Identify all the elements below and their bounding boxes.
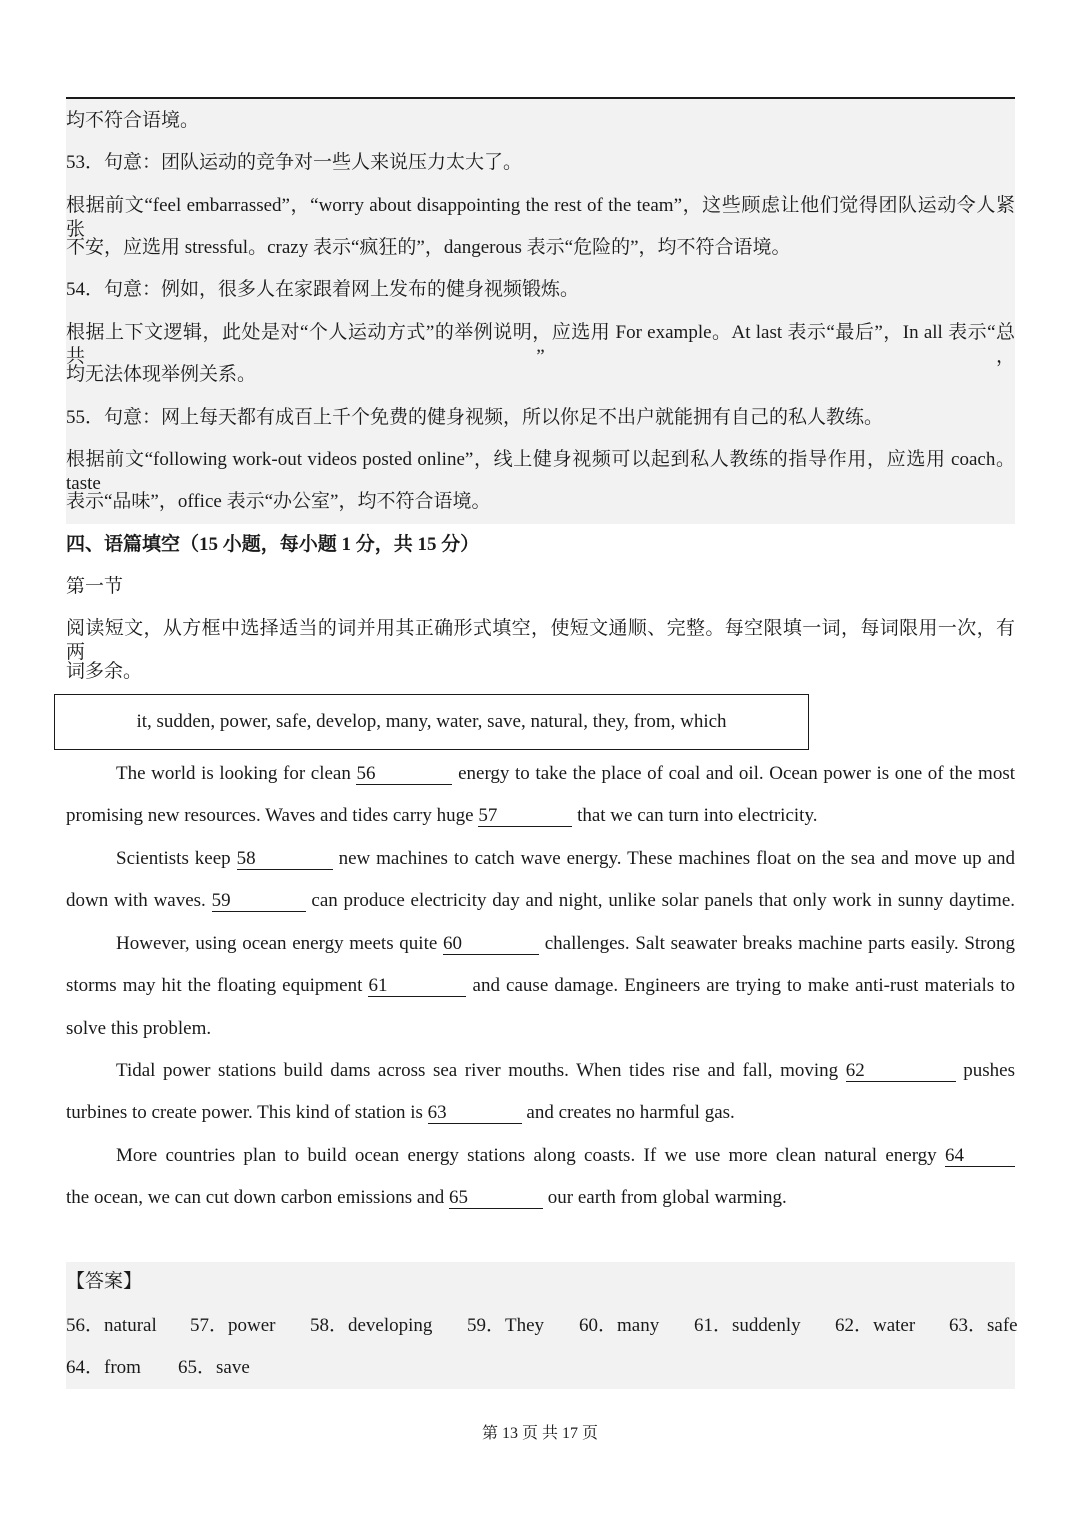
passage-text: and cause damage. Engineers are trying to make anti-rust materials to <box>472 975 1016 996</box>
section-subheading: 第一节 <box>66 576 124 597</box>
passage-text: storms may hit the floating equipment <box>66 975 363 996</box>
word-box-text: it, sudden, power, safe, develop, many, water, save, natural, they, from, which <box>136 711 727 732</box>
passage-text: More countries plan to build ocean energy stations along coasts. If we use more clean natural energy <box>116 1145 937 1166</box>
passage-line <box>66 889 1015 913</box>
passage-text: down with waves. <box>66 890 206 911</box>
blank-60: 60 <box>443 934 539 955</box>
passage-line <box>66 1101 1015 1125</box>
blank-62: 62 <box>846 1061 956 1082</box>
passage-text: turbines to create power. This kind of station is <box>66 1102 423 1123</box>
answer-item: 61．suddenly <box>694 1315 801 1336</box>
passage-text: challenges. Salt seawater breaks machine parts easily. Strong <box>544 933 1016 954</box>
explanation-line: 54．句意：例如，很多人在家跟着网上发布的健身视频锻炼。 <box>66 279 580 300</box>
passage-text: energy to take the place of coal and oil. Ocean power is one of the most <box>458 763 1015 784</box>
passage-line <box>66 1186 1015 1210</box>
page-footer: 第 13 页 共 17 页 <box>481 1425 598 1442</box>
answer-item: 59．They <box>467 1315 545 1336</box>
explanation-line: 根据前文“feel embarrassed”，“worry about disappointing the rest of the team”，这些顾虑让他们觉得团队运动令人紧张 <box>66 195 1015 240</box>
answer-item: 58．developing <box>310 1315 433 1336</box>
blank-61: 61 <box>368 976 466 997</box>
blank-63: 63 <box>428 1103 522 1124</box>
explanation-line: 均无法体现举例关系。 <box>66 364 257 385</box>
word-box <box>54 694 809 750</box>
passage-line <box>116 1144 1015 1168</box>
section-heading: 四、语篇填空（15 小题，每小题 1 分，共 15 分） <box>66 534 480 555</box>
passage-text: Scientists keep <box>116 848 231 869</box>
passage-line <box>116 762 1015 786</box>
passage-line <box>116 932 1015 956</box>
answer-item: 57．power <box>190 1315 276 1336</box>
answer-item: 60．many <box>579 1315 660 1336</box>
blank-57: 57 <box>478 806 572 827</box>
explanation-line: 不安，应选用 stressful。crazy 表示“疯狂的”，dangerous 表示“危险的”，均不符合语境。 <box>66 237 791 258</box>
explanation-line: 根据上下文逻辑，此处是对“个人运动方式”的举例说明，应选用 For example。At last 表示“最后”，In all 表示“总共”， <box>66 322 1015 367</box>
blank-65: 65 <box>449 1188 543 1209</box>
passage-text: The world is looking for clean <box>116 763 351 784</box>
answer-item: 62．water <box>835 1315 916 1336</box>
passage-text: can produce electricity day and night, unlike solar panels that only work in sunny daytime. <box>311 890 1016 911</box>
passage-text: solve this problem. <box>66 1018 212 1039</box>
explanation-line: 均不符合语境。 <box>66 110 200 131</box>
passage-line <box>116 847 1015 871</box>
passage-line <box>66 1017 1015 1041</box>
passage-text: and creates no harmful gas. <box>526 1102 735 1123</box>
blank-59: 59 <box>212 891 306 912</box>
blank-58: 58 <box>237 849 333 870</box>
answer-item: 63．safe <box>949 1315 1018 1336</box>
explanation-line: 根据前文“following work-out videos posted online”，线上健身视频可以起到私人教练的指导作用，应选用 coach。taste <box>66 449 1015 494</box>
answer-item: 64．from <box>66 1357 141 1378</box>
blank-64: 64 <box>945 1146 1015 1167</box>
passage-text: that we can turn into electricity. <box>577 805 818 826</box>
passage-text: Tidal power stations build dams across sea river mouths. When tides rise and fall, moving <box>116 1060 839 1081</box>
explanation-line: 53．句意：团队运动的竞争对一些人来说压力太大了。 <box>66 152 523 173</box>
instruction-line: 阅读短文，从方框中选择适当的词并用其正确形式填空，使短文通顺、完整。每空限填一词，每词限用一次，有两 <box>66 618 1015 663</box>
explanation-line: 表示“品味”，office 表示“办公室”，均不符合语境。 <box>66 491 491 512</box>
answer-item: 56．natural <box>66 1315 157 1336</box>
passage-text: our earth from global warming. <box>547 1187 787 1208</box>
passage-line <box>66 974 1015 998</box>
blank-56: 56 <box>356 764 452 785</box>
passage-line <box>116 1059 1015 1083</box>
explanation-line: 55．句意：网上每天都有成百上千个免费的健身视频，所以你足不出户就能拥有自己的私人教练。 <box>66 407 884 428</box>
answer-title: 【答案】 <box>66 1271 143 1292</box>
passage-text: new machines to catch wave energy. These machines float on the sea and move up and <box>338 848 1016 869</box>
passage-text: the ocean, we can cut down carbon emissions and <box>66 1187 445 1208</box>
passage-text: pushes <box>963 1060 1016 1081</box>
passage-text: However, using ocean energy meets quite <box>116 933 438 954</box>
answer-item: 65．save <box>178 1357 250 1378</box>
instruction-line: 词多余。 <box>66 661 143 682</box>
passage-line <box>66 804 1015 828</box>
passage-text: promising new resources. Waves and tides carry huge <box>66 805 474 826</box>
